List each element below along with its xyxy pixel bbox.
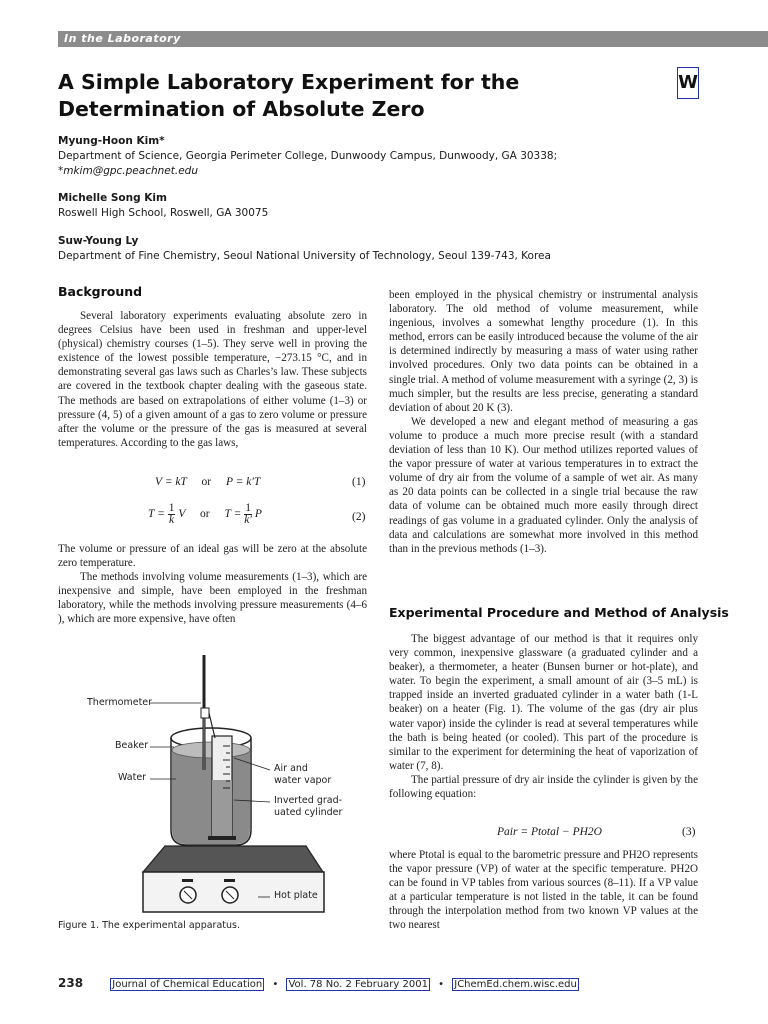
figure-caption: Figure 1. The experimental apparatus. bbox=[58, 920, 240, 931]
author-affiliation: Roswell High School, Roswell, GA 30075 bbox=[58, 207, 269, 219]
background-heading: Background bbox=[58, 284, 143, 299]
label-inverted-cylinder: Inverted grad- uated cylinder bbox=[274, 795, 343, 818]
procedure-paragraph-2: where Ptotal is equal to the barometric pressure and PH2O represents the vapor pressure (VP) of water at the specific temperature. PH2O can be found in VP tables from various sources (8–11). If a VP value at a particular temperature is not listed in the table, it can be found through the interpolation method from two known VP values at the two nearest bbox=[389, 849, 698, 932]
section-header-bar bbox=[58, 31, 768, 47]
equation-3: Pair = Ptotal − PH2O bbox=[497, 826, 602, 838]
procedure-paragraph: The biggest advantage of our method is that it requires only very common, inexpensive glassware (a graduated cylinder and a beaker), a thermometer, a heater (Bunsen burner or hot-plate), and water. To begin the experiment, a small amount of air (3–5 mL) is trapped inside an inverted graduated cylinder in a water bath (1-L beaker) on a heater (Fig. 1). The volume of the gas (dry air plus water vapor) inside the cylinder is read at several temperatures while the bath is being heated (or cooled). This part of the procedure is similar to the experiment for determining the heat of vaporization of water (7, 8). The partial pressure of dry air inside the cylinder is given by the following equation: bbox=[389, 633, 698, 801]
equation-2-number: (2) bbox=[352, 511, 366, 523]
author-name: Suw-Young Ly bbox=[58, 235, 139, 247]
footer-separator: • bbox=[438, 979, 445, 990]
beaker-drawing bbox=[171, 728, 251, 845]
page-footer bbox=[58, 976, 579, 990]
author-name: Myung-Hoon Kim* bbox=[58, 135, 165, 147]
web-material-icon[interactable]: W bbox=[677, 67, 699, 99]
author-email[interactable]: *mkim@gpc.peachnet.edu bbox=[58, 165, 198, 177]
author-block-1 bbox=[58, 134, 557, 179]
footer-separator: • bbox=[272, 979, 279, 990]
hot-plate-drawing bbox=[143, 846, 324, 912]
article-title: A Simple Laboratory Experiment for the Determination of Absolute Zero bbox=[58, 70, 520, 121]
author-affiliation: Department of Fine Chemistry, Seoul National University of Technology, Seoul 139-743, Korea bbox=[58, 250, 551, 262]
website-link[interactable]: JChemEd.chem.wisc.edu bbox=[454, 979, 577, 990]
section-label: In the Laboratory bbox=[64, 32, 181, 45]
procedure-heading: Experimental Procedure and Method of Analysis bbox=[389, 605, 729, 620]
equation-2: T = $\frac{1}{k}$ V or T = $\frac{1}{k'}$ P bbox=[148, 502, 262, 526]
background-paragraph-2: The volume or pressure of an ideal gas will be zero at the absolute zero temperature. The methods involving volume measurements (1–3), which are inexpensive and simple, have been employed in the freshman laboratory, while the methods involving pressure measurements (4–6 ), which are more expensive, have often bbox=[58, 543, 367, 626]
author-block-2 bbox=[58, 191, 268, 221]
intro-continued: been employed in the physical chemistry or instrumental analysis laboratory. The old method of volume measurement, while ingenious, involves a somewhat lengthy procedure (1). In this method, errors can be easily introduced because the volume of the air is determined indirectly by measuring a mass of water using rather involved procedures. Only two data points can be obtained in a single trial. A method of volume measurement with a syringe (2, 3) is much simpler, but the results are less precise, generating a standard deviation of about 20 K (3). We developed a new and elegant method of measuring a gas volume to produce a much more precise result (with a standard deviation of less than 10 K). Our method utilizes reported values of the vapor pressure of water at various temperatures in to extract the volume of dry air from the volume of a sample of wet air. As many as 20 data points can be collected in a single trial because the raw data of volume can be obtained much more easily through direct readings of gas volume in a graduated cylinder. Only the analysis of data and calculations are somewhat more involved in this method than in the previous methods (1–3). bbox=[389, 289, 698, 555]
label-water: Water bbox=[118, 772, 147, 783]
label-beaker: Beaker bbox=[115, 740, 149, 751]
author-block-3 bbox=[58, 234, 551, 264]
page-number: 238 bbox=[58, 976, 84, 990]
equation-1: V = kT or P = k′T bbox=[155, 476, 261, 488]
label-air-water-vapor: Air and water vapor bbox=[274, 763, 332, 786]
graduated-cylinder-drawing bbox=[208, 736, 236, 840]
equation-1-number: (1) bbox=[352, 476, 366, 488]
label-thermometer: Thermometer bbox=[87, 697, 153, 708]
journal-link[interactable]: Journal of Chemical Education bbox=[112, 979, 263, 990]
volume-link[interactable]: Vol. 78 No. 2 February 2001 bbox=[288, 979, 428, 990]
background-paragraph-1: Several laboratory experiments evaluating absolute zero in degrees Celsius have been used in freshman and upper-level (physical) chemistry courses (1–5). They serve well in proving the existence of the lowest possible temperature, −273.15 °C, and in demonstrating several gas laws such as Charles’s law. These subjects are covered in the textbook chapter dealing with the gaseous state. The methods are based on extrapolations of either volume (1–3) or pressure (4, 5) of a given amount of a gas to zero volume or pressure after the volume or the pressure of the gas is measured at several temperatures. According to the gas laws, bbox=[58, 310, 367, 449]
author-name: Michelle Song Kim bbox=[58, 192, 167, 204]
label-hot-plate: Hot plate bbox=[274, 890, 318, 901]
author-affiliation: Department of Science, Georgia Perimeter College, Dunwoody Campus, Dunwoody, GA 30338; bbox=[58, 150, 558, 162]
equation-3-number: (3) bbox=[682, 826, 696, 838]
